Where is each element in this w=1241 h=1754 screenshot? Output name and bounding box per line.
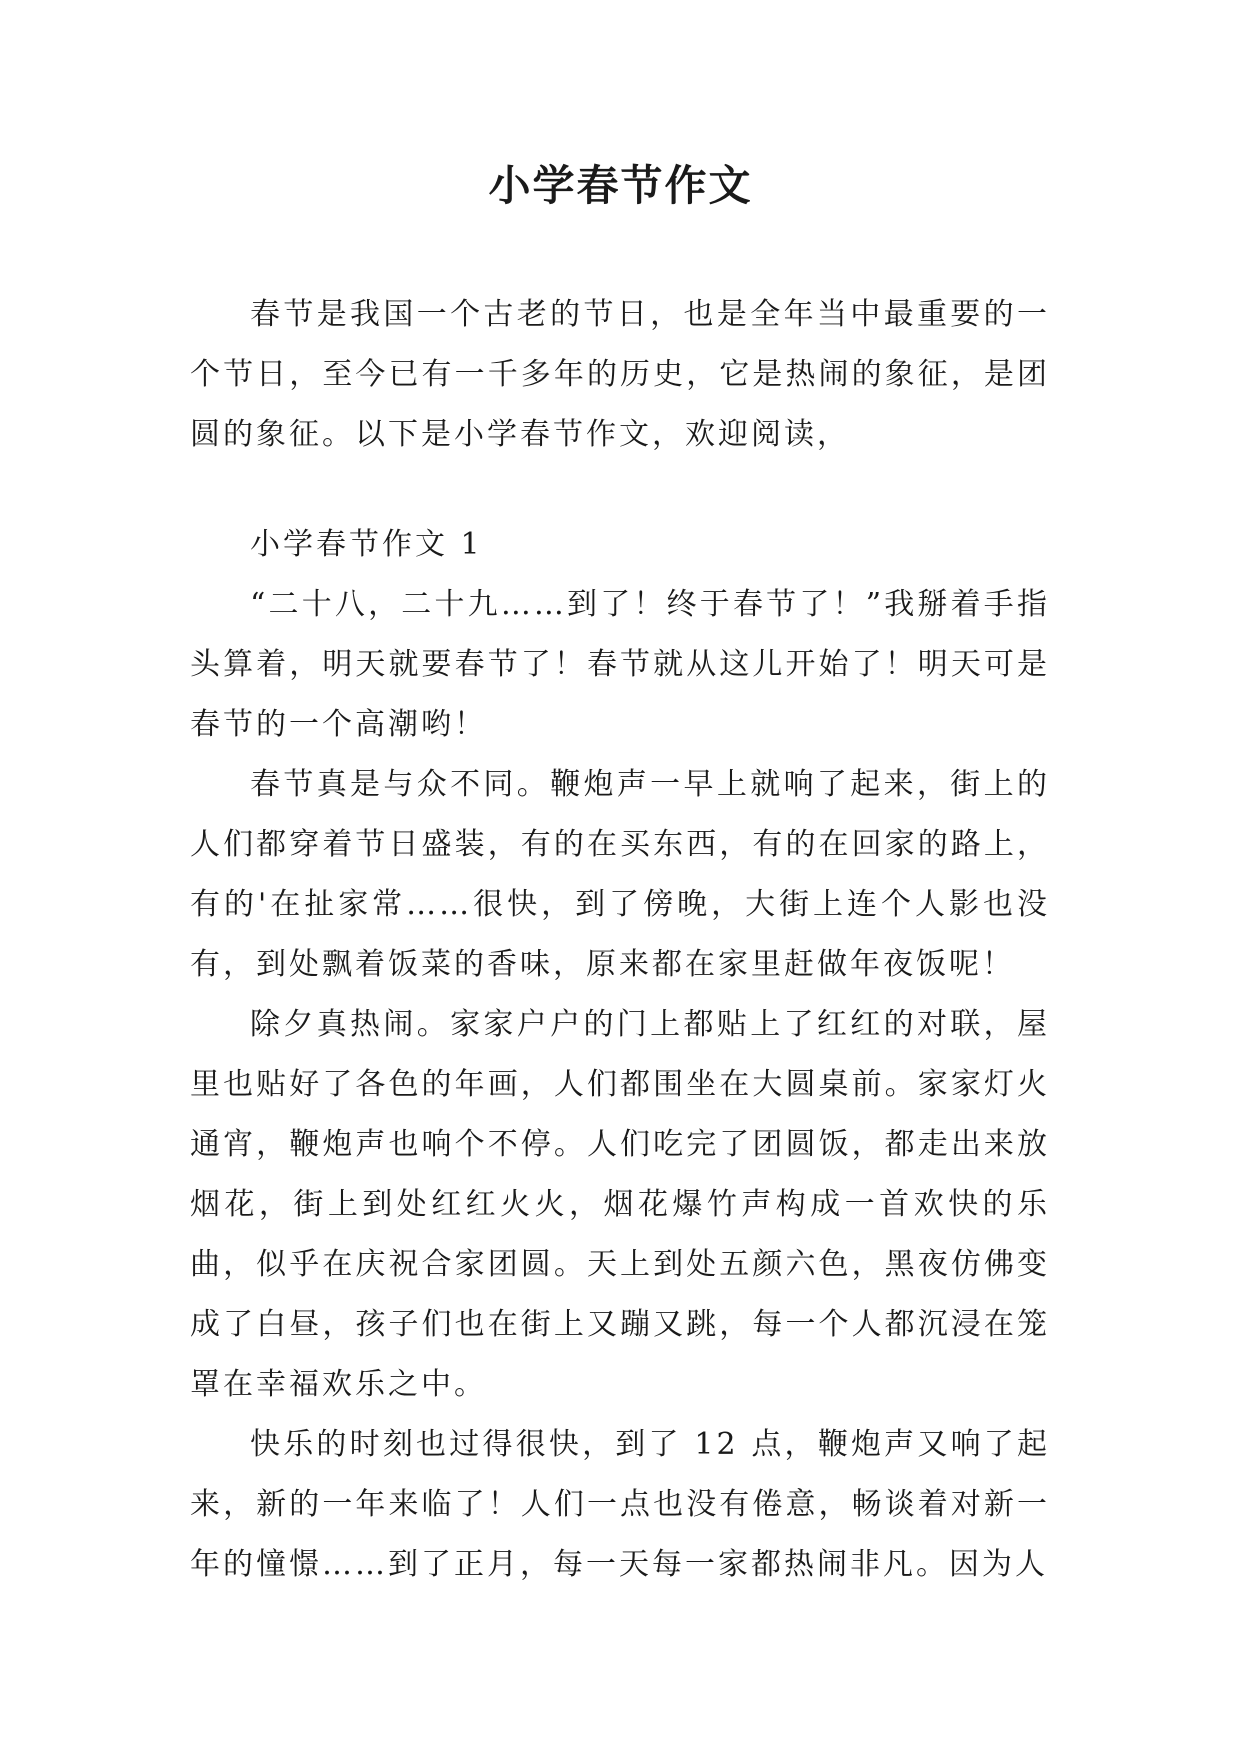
document-title: 小学春节作文 bbox=[488, 161, 753, 210]
essay-paragraph-2: 春节真是与众不同。鞭炮声一早上就响了起来，街上的人们都穿着节日盛装，有的在买东西，有的在回家的路上，有的'在扯家常……很快，到了傍晚，大街上连个人影也没有，到处飘着饭菜的香味，原来都在家里赶做年夜饭呢！ bbox=[190, 767, 1050, 982]
section-title: 小学春节作文 1 bbox=[250, 527, 483, 562]
essay-paragraph-3: 除夕真热闹。家家户户的门上都贴上了红红的对联，屋里也贴好了各色的年画，人们都围坐在大圆桌前。家家灯火通宵，鞭炮声也响个不停。人们吃完了团圆饭，都走出来放烟花，街上到处红红火火，烟花爆竹声构成一首欢快的乐曲，似乎在庆祝合家团圆。天上到处五颜六色，黑夜仿佛变成了白昼，孩子们也在街上又蹦又跳，每一个人都沉浸在笼罩在幸福欢乐之中。 bbox=[190, 1007, 1050, 1402]
essay-paragraph-4: 快乐的时刻也过得很快，到了 12 点，鞭炮声又响了起来，新的一年来临了！人们一点也没有倦意，畅谈着对新一年的憧憬……到了正月，每一天每一家都热闹非凡。因为人 bbox=[190, 1427, 1050, 1582]
essay-paragraph-1: “二十八，二十九……到了！终于春节了！”我掰着手指头算着，明天就要春节了！春节就从这儿开始了！明天可是春节的一个高潮哟！ bbox=[190, 587, 1050, 742]
intro-block bbox=[190, 285, 1050, 465]
essay-block bbox=[190, 515, 1050, 1595]
intro-paragraph: 春节是我国一个古老的节日，也是全年当中最重要的一个节日，至今已有一千多年的历史，它是热闹的象征，是团圆的象征。以下是小学春节作文，欢迎阅读， bbox=[190, 297, 1050, 452]
